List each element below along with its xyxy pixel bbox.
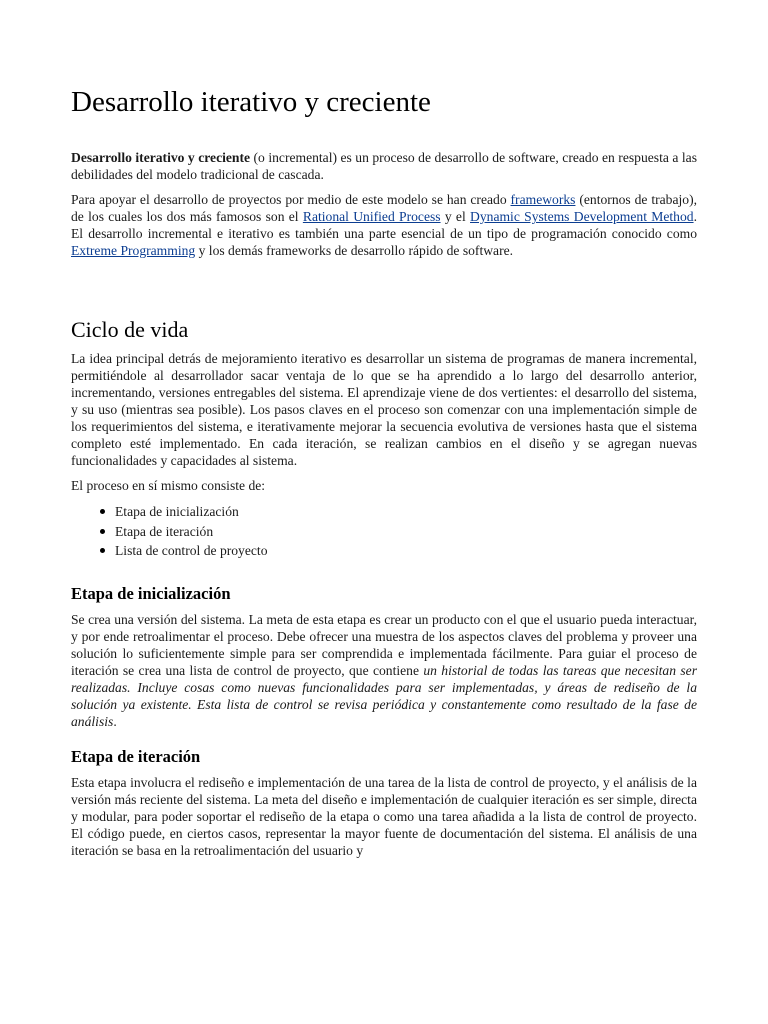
page-title: Desarrollo iterativo y creciente (71, 86, 431, 118)
intro-text: . El desarrollo incremental e iterativo es también una parte esencial de un tipo de programación conocido como (71, 209, 697, 241)
link-frameworks[interactable]: frameworks (510, 192, 576, 207)
ciclo-paragraph-1: La idea principal detrás de mejoramiento iterativo es desarrollar un sistema de programas de manera incremental, permitiéndole al desarrollador sacar ventaja de lo que se ha aprendido a lo largo del desarrollo anterior, incrementando, versiones entregables del sistema. El aprendizaje viene de dos vertientes: el desarrollo del sistema, y su uso (mientras sea posible). Los pasos claves en el proceso son comenzar con una implementación simple de los requerimientos del sistema, e iterativamente mejorar la secuencia evolutiva de versiones hasta que el sistema completo esté implementado. En cada iteración, se realizan cambios en el diseño y se agregan nuevas funcionalidades y capacidades al sistema. (71, 351, 697, 468)
intro-text: (entornos de trabajo), de los cuales los dos más famosos son el (71, 192, 697, 224)
ciclo-paragraph-2: El proceso en sí mismo consiste de: (71, 478, 266, 493)
link-rational-unified-process[interactable]: Rational Unified Process (302, 209, 441, 224)
intro-paragraph-1 (71, 149, 697, 183)
link-extreme-programming[interactable]: Extreme Programming (71, 243, 196, 258)
process-stages-list (71, 502, 697, 561)
link-dynamic-systems-development-method[interactable]: Dynamic Systems Development Method (470, 209, 694, 224)
inicializacion-end: . (113, 713, 117, 729)
intro-text: y los demás frameworks de desarrollo rápido de software. (195, 243, 514, 258)
intro-paragraph-2 (71, 191, 697, 259)
intro-text: y el (440, 209, 471, 224)
subsection-heading-inicializacion: Etapa de inicialización (71, 583, 231, 603)
iteracion-paragraph: Esta etapa involucra el rediseño e implementación de una tarea de la lista de control de proyecto, y el análisis de la versión más reciente del sistema. La meta del diseño e implementación de cualquier iteración es ser simple, directa y modular, para poder soportar el rediseño de la etapa o como una tarea añadida a la lista de control de proyecto. El código puede, en ciertos casos, representar la mayor fuente de documentación del sistema. El análisis de una iteración se basa en la retroalimentación del usuario y (71, 774, 697, 858)
inicializacion-paragraph (71, 611, 697, 730)
list-item: Etapa de inicialización (115, 502, 697, 522)
intro-bold-term: Desarrollo iterativo y creciente (71, 150, 251, 165)
intro-text: Para apoyar el desarrollo de proyectos por medio de este modelo se han creado (71, 192, 511, 207)
list-item: Lista de control de proyecto (115, 541, 697, 561)
inicializacion-text: Se crea una versión del sistema. La meta de esta etapa es crear un producto con el que el usuario pueda interactuar, y por ende retroalimentar el proceso. Debe ofrecer una muestra de los aspectos claves del problema y proveer una solución lo suficientemente simple para ser comprendida e implementada fácilmente. Para guiar el proceso de iteración se crea una lista de control de proyecto, que contiene (71, 611, 697, 678)
intro-text: (o incremental) es un proceso de desarrollo de software, creado en respuesta a las debilidades del modelo tradicional de cascada. (71, 150, 697, 182)
subsection-heading-iteracion: Etapa de iteración (71, 746, 201, 766)
list-item: Etapa de iteración (115, 522, 697, 542)
inicializacion-italic-text: un historial de todas las tareas que necesitan ser realizadas. Incluye cosas como nuevas funcionalidades para ser implementadas, y áreas de rediseño de la solución ya existente. Esta lista de control se revisa periódica y constantemente como resultado de la fase de análisis (71, 662, 697, 729)
section-heading-ciclo-de-vida: Ciclo de vida (71, 317, 189, 342)
